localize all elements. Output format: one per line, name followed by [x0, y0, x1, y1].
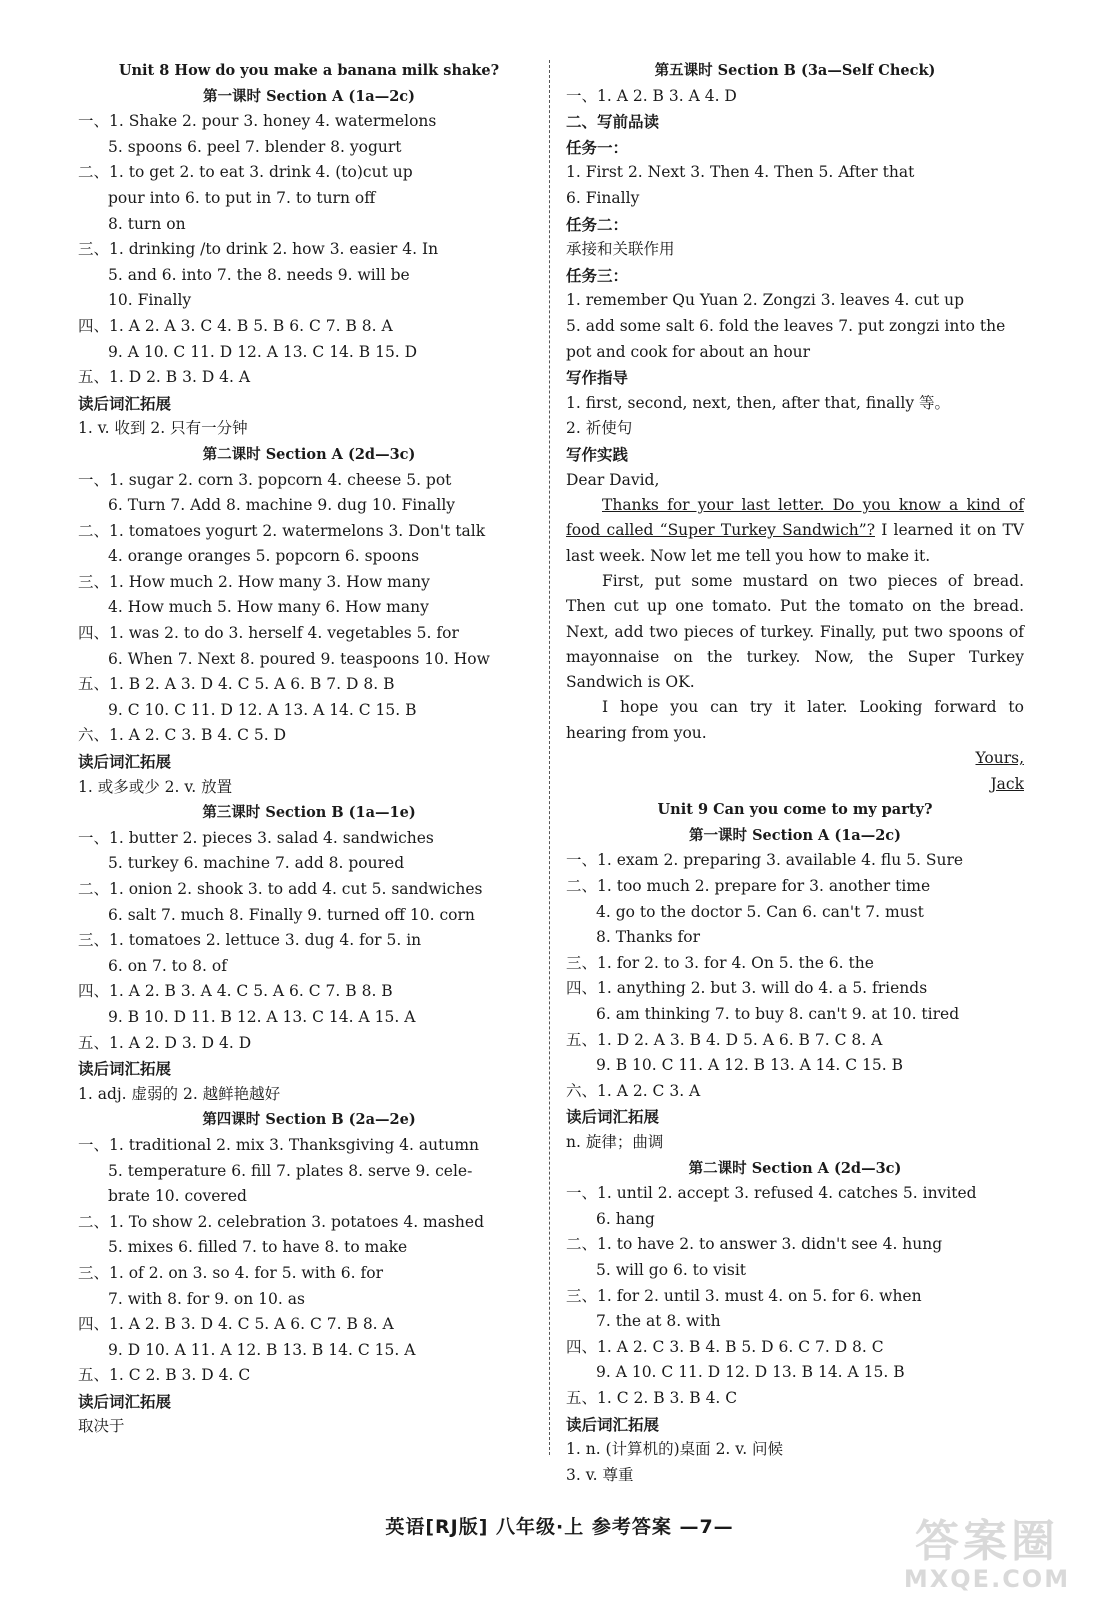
section-heading: 第一课时 Section A (1a—2c): [689, 826, 901, 844]
section-heading: Unit 9 Can you come to my party?: [657, 801, 933, 819]
subsection-heading: 读后词汇拓展: [78, 393, 172, 413]
answer-line: 5. spoons 6. peel 7. blender 8. yogurt: [108, 137, 402, 156]
answer-line: n. 旋律；曲调: [566, 1132, 664, 1151]
answer-line: 8. Thanks for: [596, 928, 701, 947]
answer-line: 承接和关联作用: [566, 240, 675, 259]
answer-line: 三、1. How much 2. How many 3. How many: [78, 572, 430, 591]
answer-line: 四、1. A 2. C 3. B 4. B 5. D 6. C 7. D 8. C: [566, 1337, 884, 1356]
right-column: [566, 58, 1024, 1488]
letter-paragraph-3: I hope you can try it later. Looking forward to hearing from you.: [566, 698, 1024, 742]
answer-line: 六、1. A 2. C 3. A: [566, 1081, 701, 1100]
letter-closing: Yours,: [975, 749, 1024, 768]
answer-line: 6. hang: [596, 1209, 655, 1228]
answer-line: 五、1. B 2. A 3. D 4. C 5. A 6. B 7. D 8. B: [78, 675, 395, 694]
answer-line: 三、1. of 2. on 3. so 4. for 5. with 6. for: [78, 1263, 383, 1282]
answer-line: 6. Finally: [566, 188, 640, 207]
letter-underlined-text: Thanks for your last letter. Do you know a kind of food called “Super Turkey Sandwich”?: [566, 496, 1024, 540]
answer-line: 三、1. tomatoes 2. lettuce 3. dug 4. for 5. in: [78, 931, 422, 950]
answer-line: 四、1. anything 2. but 3. will do 4. a 5. friends: [566, 979, 928, 998]
answer-line: 4. go to the doctor 5. Can 6. can't 7. must: [596, 902, 924, 921]
section-heading: 第二课时 Section A (2d—3c): [202, 445, 416, 463]
page-footer: 英语[RJ版] 八年级·上 参考答案 —7—: [385, 1516, 734, 1538]
letter-paragraph-1: [566, 493, 1024, 569]
answer-line: 1. adj. 虚弱的 2. 越鲜艳越好: [78, 1084, 281, 1103]
section-heading: 第五课时 Section B (3a—Self Check): [654, 62, 936, 79]
answer-line: brate 10. covered: [108, 1187, 247, 1206]
answer-line: 一、1. traditional 2. mix 3. Thanksgiving 4. autumn: [78, 1135, 480, 1154]
answer-line: 5. add some salt 6. fold the leaves 7. put zongzi into the: [566, 316, 1006, 335]
subsection-heading: 读后词汇拓展: [78, 1391, 172, 1411]
answer-line: 二、1. too much 2. prepare for 3. another time: [566, 877, 931, 896]
subsection-heading: 读后词汇拓展: [566, 1414, 660, 1434]
answer-line: 5. temperature 6. fill 7. plates 8. serve 9. cele-: [108, 1161, 473, 1180]
answer-line: 四、1. was 2. to do 3. herself 4. vegetables 5. for: [78, 624, 459, 643]
answer-line: 二、1. onion 2. shook 3. to add 4. cut 5. sandwiches: [78, 880, 483, 898]
answer-line: 1. n. (计算机的)桌面 2. v. 问候: [566, 1440, 784, 1459]
answer-line: 4. How much 5. How many 6. How many: [108, 598, 429, 617]
answer-line: 5. mixes 6. filled 7. to have 8. to make: [108, 1238, 408, 1257]
answer-line: 1. remember Qu Yuan 2. Zongzi 3. leaves 4. cut up: [566, 291, 965, 310]
answer-line: 5. will go 6. to visit: [596, 1260, 747, 1279]
subsection-heading: 任务二：: [566, 214, 629, 234]
answer-line: 五、1. C 2. B 3. B 4. C: [566, 1388, 738, 1407]
answer-line: 二、1. To show 2. celebration 3. potatoes 4. mashed: [78, 1212, 485, 1231]
answer-line: 9. C 10. C 11. D 12. A 13. A 14. C 15. B: [108, 700, 417, 719]
answer-line: 3. v. 尊重: [566, 1465, 634, 1484]
answer-line: 一、1. exam 2. preparing 3. available 4. flu 5. Sure: [566, 851, 964, 870]
subsection-heading: 任务三：: [566, 265, 629, 285]
subsection-heading: 读后词汇拓展: [78, 752, 172, 772]
section-heading: 第三课时 Section B (1a—1e): [202, 804, 416, 822]
answer-line: 9. A 10. C 11. D 12. A 13. C 14. B 15. D: [108, 342, 418, 361]
right-top-section: [566, 58, 1024, 493]
answer-line: 1. 或多或少 2. v. 放置: [78, 777, 233, 796]
answer-line: 二、1. tomatoes yogurt 2. watermelons 3. Don't talk: [78, 521, 486, 540]
section-heading: Unit 8 How do you make a banana milk shake?: [118, 62, 500, 79]
subsection-heading: 任务一：: [566, 137, 629, 157]
answer-line: 6. on 7. to 8. of: [108, 956, 227, 975]
letter-paragraph-2: First, put some mustard on two pieces of bread. Then cut up one tomato. Put the tomato on the bread. Next, add two pieces of turkey. Finally, put two spoons of mayonnaise on the turkey. Now, the Super Turkey Sandwich is OK.: [566, 571, 1024, 692]
section-heading: 第一课时 Section A (1a—2c): [203, 87, 415, 105]
answer-line: 一、1. A 2. B 3. A 4. D: [566, 86, 737, 105]
answer-line: 取决于: [78, 1417, 125, 1436]
subsection-heading: 二、写前品读: [566, 112, 660, 132]
answer-line: Dear David,: [566, 470, 660, 489]
answer-line: 四、1. A 2. B 3. D 4. C 5. A 6. C 7. B 8. A: [78, 1315, 394, 1334]
answer-line: 5. and 6. into 7. the 8. needs 9. will be: [108, 265, 410, 284]
letter-section: [566, 493, 1024, 797]
answer-line: pot and cook for about an hour: [566, 342, 811, 361]
answer-line: 五、1. A 2. D 3. D 4. D: [78, 1033, 252, 1052]
left-column: [78, 58, 540, 1440]
subsection-heading: 读后词汇拓展: [78, 1059, 172, 1079]
answer-line: 4. orange oranges 5. popcorn 6. spoons: [108, 547, 420, 566]
answer-line: 7. the at 8. with: [596, 1312, 721, 1331]
answer-line: 三、1. for 2. until 3. must 4. on 5. for 6. when: [566, 1286, 922, 1305]
right-bottom-section: [566, 797, 1024, 1488]
answer-line: 二、1. to have 2. to answer 3. didn't see 4. hung: [566, 1235, 943, 1254]
answer-line: 二、1. to get 2. to eat 3. drink 4. (to)cut up: [78, 163, 413, 182]
answer-line: 8. turn on: [108, 214, 186, 233]
answer-line: 2. 祈使句: [566, 419, 633, 438]
subsection-heading: 写作指导: [566, 368, 629, 388]
answer-line: 三、1. for 2. to 3. for 4. On 5. the 6. the: [566, 953, 874, 972]
subsection-heading: 写作实践: [566, 444, 629, 464]
answer-line: 五、1. D 2. A 3. B 4. D 5. A 6. B 7. C 8. A: [566, 1030, 883, 1049]
answer-line: 四、1. A 2. B 3. A 4. C 5. A 6. C 7. B 8. B: [78, 982, 393, 1001]
letter-signature: Jack: [990, 774, 1024, 793]
answer-line: 5. turkey 6. machine 7. add 8. poured: [108, 854, 405, 873]
answer-line: 六、1. A 2. C 3. B 4. C 5. D: [78, 726, 287, 745]
column-divider: [549, 60, 550, 1455]
answer-line: 1. v. 收到 2. 只有一分钟: [78, 419, 248, 438]
answer-line: 9. B 10. C 11. A 12. B 13. A 14. C 15. B: [596, 1056, 904, 1075]
answer-line: 一、1. until 2. accept 3. refused 4. catches 5. invited: [566, 1184, 977, 1203]
answer-line: 6. When 7. Next 8. poured 9. teaspoons 10. How: [108, 649, 490, 668]
answer-line: 6. salt 7. much 8. Finally 9. turned off 10. corn: [108, 905, 475, 924]
letter-text: I learned it on TV last week. Now let me tell you how to make it.: [566, 521, 1024, 565]
answer-line: 四、1. A 2. A 3. C 4. B 5. B 6. C 7. B 8. A: [78, 316, 393, 335]
answer-line: 一、1. Shake 2. pour 3. honey 4. watermelons: [78, 112, 437, 131]
answer-line: 6. am thinking 7. to buy 8. can't 9. at 10. tired: [596, 1005, 960, 1023]
watermark-logo: 答案圈 MXQE.COM: [903, 1516, 1071, 1593]
subsection-heading: 读后词汇拓展: [566, 1107, 660, 1127]
answer-line: 10. Finally: [108, 291, 192, 310]
answer-line: 7. with 8. for 9. on 10. as: [108, 1289, 305, 1308]
answer-line: 1. First 2. Next 3. Then 4. Then 5. After that: [566, 163, 915, 182]
answer-line: 三、1. drinking /to drink 2. how 3. easier 4. In: [78, 240, 439, 259]
answer-line: 1. first, second, next, then, after that, finally 等。: [566, 393, 951, 412]
answer-line: 6. Turn 7. Add 8. machine 9. dug 10. Finally: [108, 496, 456, 515]
answer-line: 一、1. butter 2. pieces 3. salad 4. sandwiches: [78, 828, 434, 847]
answer-line: 9. B 10. D 11. B 12. A 13. C 14. A 15. A: [108, 1007, 416, 1026]
answer-line: 五、1. D 2. B 3. D 4. A: [78, 368, 251, 387]
answer-line: 五、1. C 2. B 3. D 4. C: [78, 1366, 251, 1385]
answer-line: 一、1. sugar 2. corn 3. popcorn 4. cheese 5. pot: [78, 470, 452, 489]
section-heading: 第四课时 Section B (2a—2e): [202, 1111, 416, 1129]
answer-line: 9. A 10. C 11. D 12. D 13. B 14. A 15. B: [596, 1363, 905, 1382]
answer-line: 9. D 10. A 11. A 12. B 13. B 14. C 15. A: [108, 1340, 416, 1359]
section-heading: 第二课时 Section A (2d—3c): [688, 1159, 902, 1177]
answer-line: pour into 6. to put in 7. to turn off: [108, 188, 376, 207]
